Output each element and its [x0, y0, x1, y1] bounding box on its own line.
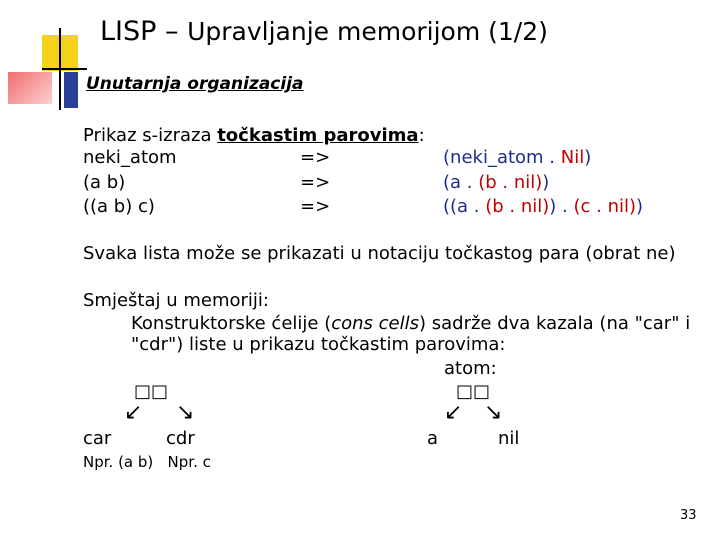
decor-pink-square [8, 72, 52, 104]
nil-label: nil [498, 428, 520, 449]
slide-title: LISP – Upravljanje memorijom (1/2) [100, 16, 548, 47]
row-right: (neki_atom . Nil) [443, 147, 592, 168]
row-arrow: => [300, 147, 331, 168]
arrow-down-right-icon: ↘ [176, 400, 195, 425]
row-right: ((a . (b . nil)) . (c . nil)) [443, 196, 644, 217]
atom-label: atom: [444, 358, 497, 379]
car-label: car [83, 428, 112, 449]
decor-blue-bar [64, 72, 78, 108]
example-line: Npr. (a b) Npr. c [83, 453, 211, 471]
row-left: neki_atom [83, 147, 177, 168]
row-left: ((a b) c) [83, 196, 155, 217]
page-number: 33 [680, 508, 697, 523]
decor-horizontal-line [42, 68, 87, 70]
arrow-down-left-icon: ↙ [124, 400, 143, 425]
smjestaj-line: Smještaj u memoriji: [83, 290, 269, 311]
row-left: (a b) [83, 172, 126, 193]
cons-cells-right: □□ [456, 381, 491, 402]
konstr-line-1: Konstruktorske ćelije (cons cells) sadrže dva kazala (na "car" i [131, 313, 691, 334]
row-arrow: => [300, 172, 331, 193]
row-right: (a . (b . nil)) [443, 172, 550, 193]
atom-a-label: a [427, 428, 439, 449]
arrow-down-left-icon: ↙ [444, 400, 463, 425]
row-arrow: => [300, 196, 331, 217]
section-subtitle: Unutarnja organizacija [86, 74, 304, 94]
arrow-down-right-icon: ↘ [484, 400, 503, 425]
cons-cells-left: □□ [134, 381, 169, 402]
konstr-line-2: "cdr") liste u prikazu točkastim parovima: [131, 334, 506, 355]
prikaz-line: Prikaz s-izraza točkastim parovima: [83, 125, 425, 146]
cdr-label: cdr [166, 428, 195, 449]
svaka-line: Svaka lista može se prikazati u notaciju točkastog para (obrat ne) [83, 243, 676, 264]
